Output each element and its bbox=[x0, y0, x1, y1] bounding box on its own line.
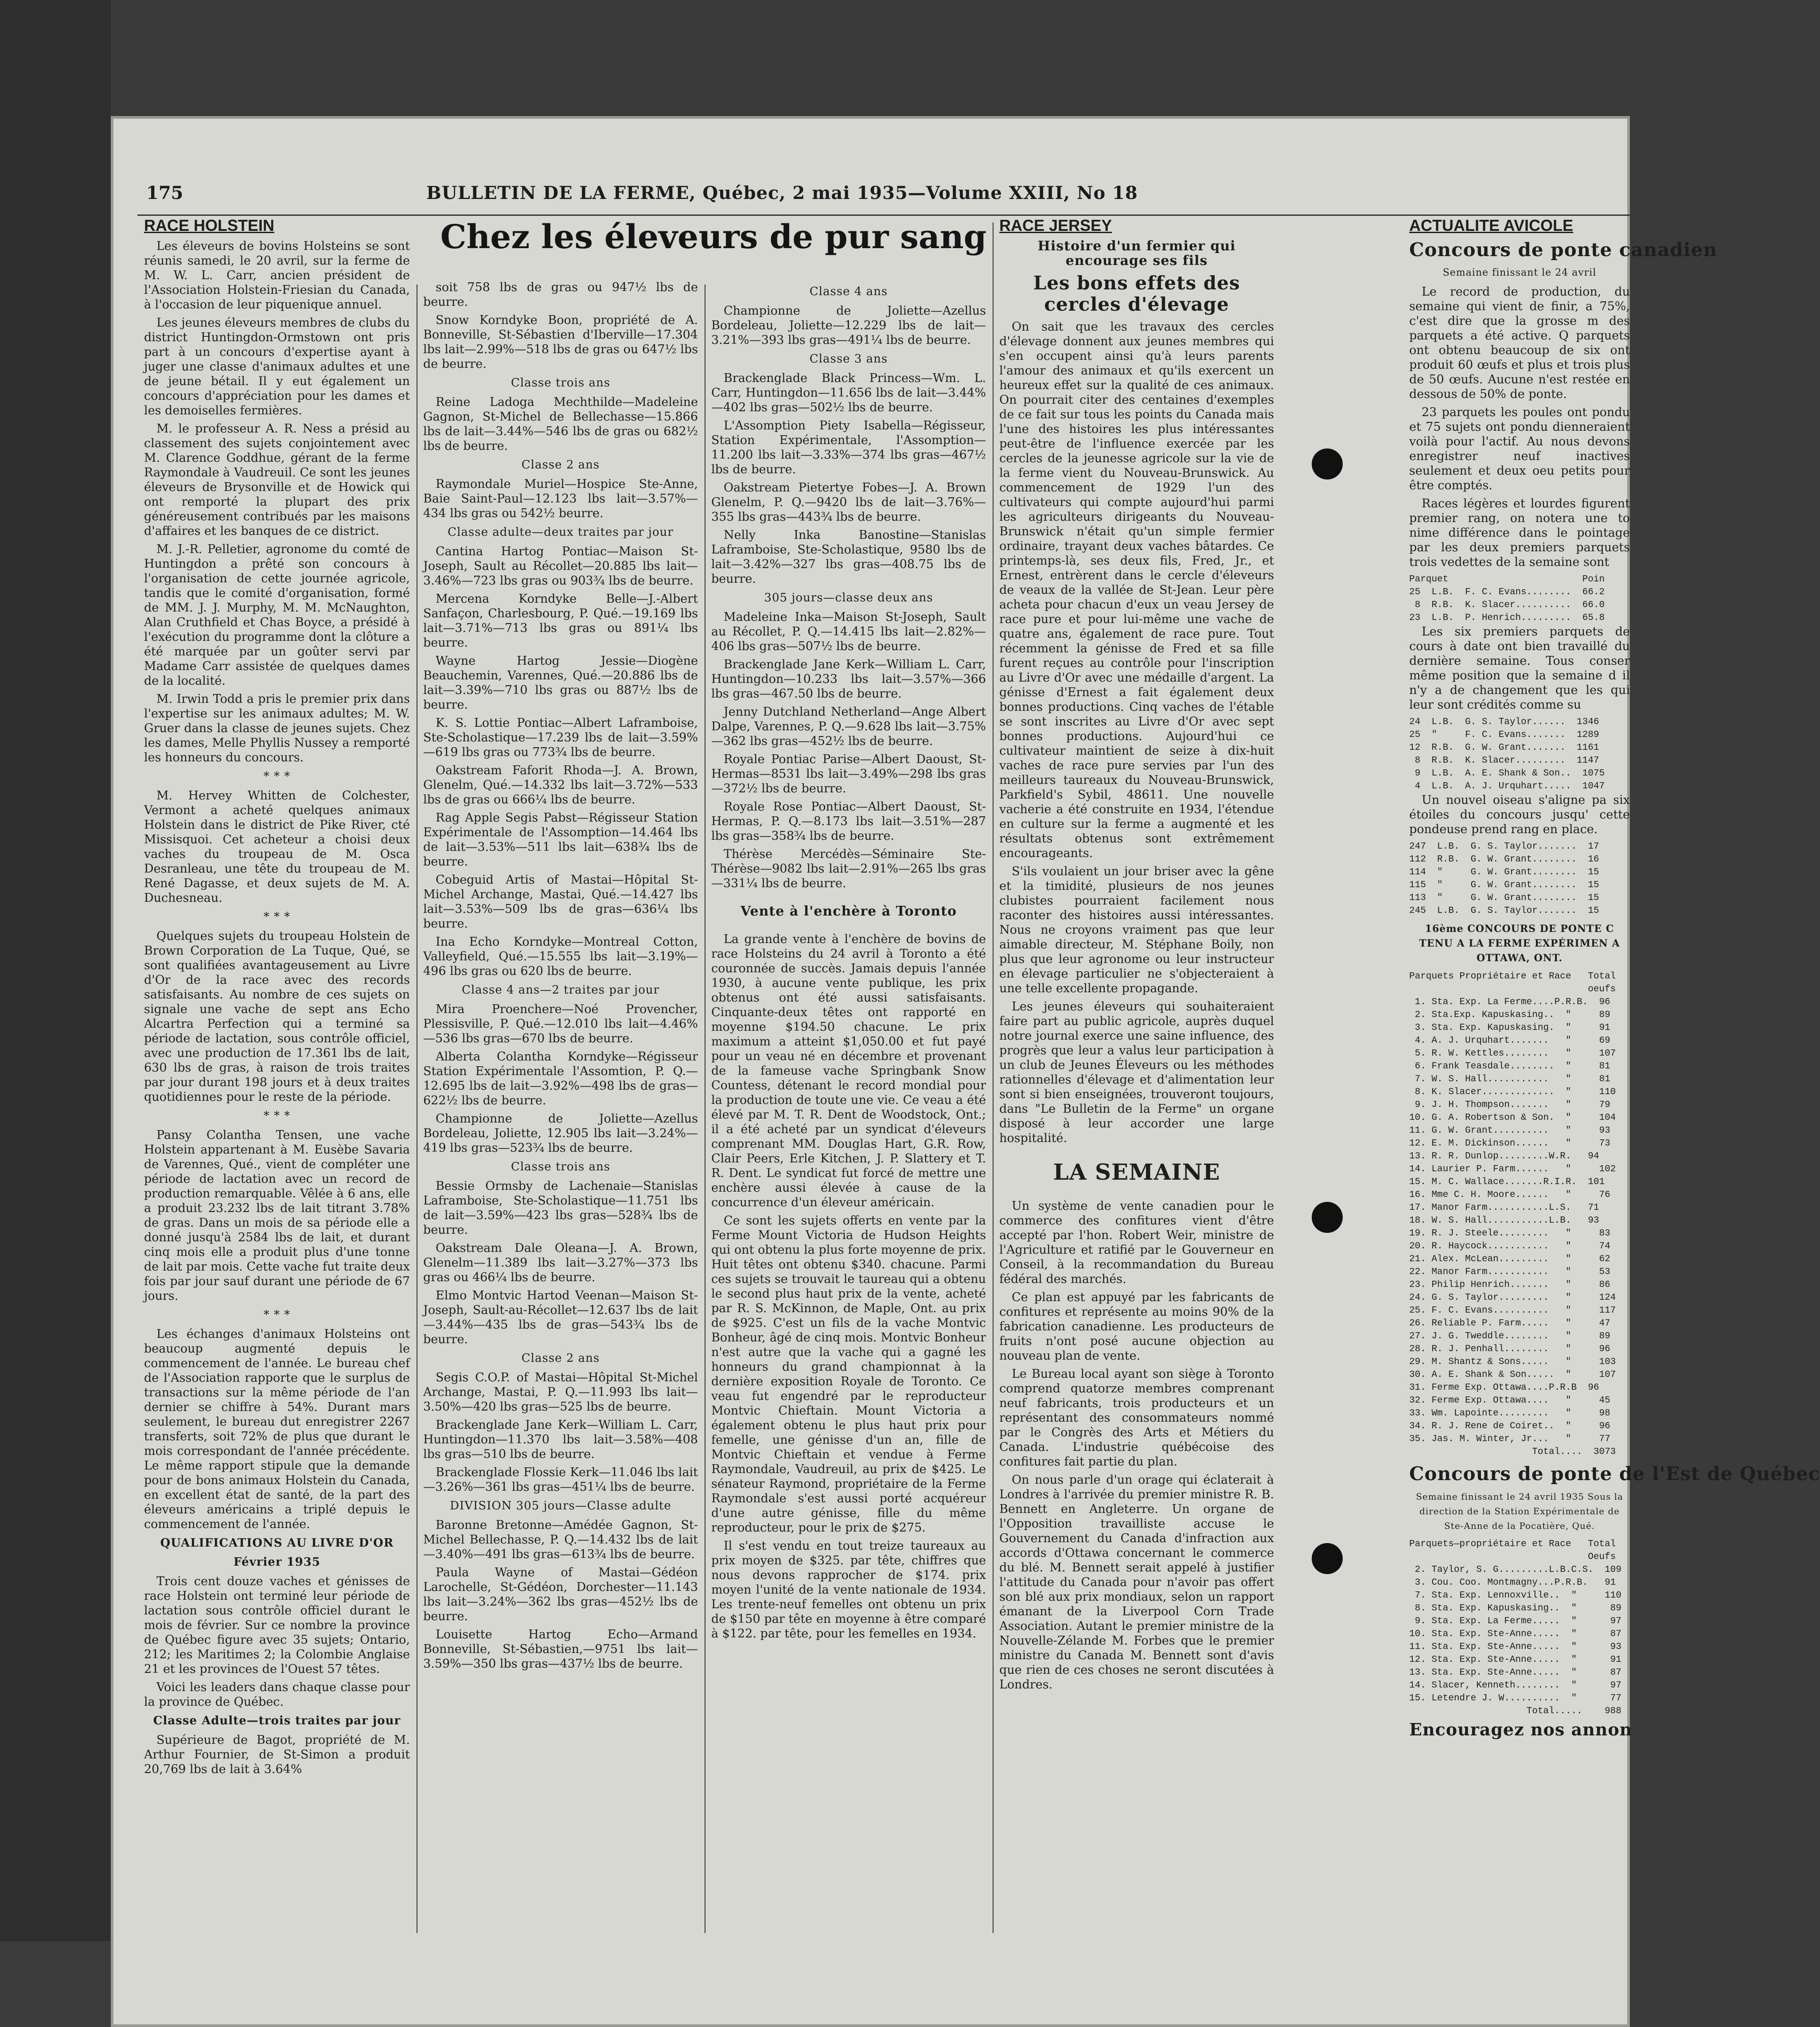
record-entry: Ina Echo Korndyke—Montreal Cotton, Valleyfield, Qué.—15.555 lbs lait—3.19%—496 lbs gras ou 620 lbs de beurre. bbox=[423, 935, 698, 978]
paragraph: Quelques sujets du troupeau Holstein de Brown Corporation de La Tuque, Qué, se sont qualifiées avantageusement au Livre d'Or de la race avec des records satisfaisants. Au nombre de ces sujets on signale une vache de sept ans Echo Alcartra Perfection qui a terminé sa période de lactation, sous contrôle officiel, avec une production de 17.361 lbs de lait, 630 lbs de gras, à raison de trois traites par jour durant 198 jours et à deux traites quotidiennes pour le reste de la période. bbox=[144, 929, 410, 1104]
punch-hole bbox=[1312, 1543, 1343, 1574]
paragraph: On sait que les travaux des cercles d'élevage donnent aux jeunes membres qui s'en occupent ainsi qu'à leurs parents l'amour des animaux et qu'ils exercent un heureux effet sur la qualité de ces animaux. On pourrait citer des centaines d'exemples de ce fait sur tous les points du Canada mais l'une des histoires les plus intéressantes peut-être de l'influence exercée par les cercles de la jeunesse agricole sur la vie de la ferme vient du Nouveau-Brunswick. Au commencement de 1929 l'un des cultivateurs qui compte aujourd'hui parmi les agriculteurs dirigeants du Nouveau-Brunswick n'était qu'un simple fermier ordinaire, trayant deux vaches bâtardes. Ce printemps-là, ses deux fils, Fred, Jr., et Ernest, entrèrent dans le cercle d'éleveurs de veaux de la vallée de St-Jean. Leur père acheta pour chacun d'eux un veau Jersey de race pure et pour lui-même une vache de quatre ans, également de race pure. Tout récemment la génisse de Fred et sa fille furent reçues au contrôle pour l'inscription au Livre d'Or avec une médaille d'argent. La génisse d'Ernest a fait également deux bonnes productions. Cinq vaches de l'étable se sont inscrites au Livre d'Or avec sept bonnes productions. Aujourd'hui ce cultivateur maintient de seize à dix-huit vaches de race pure servies par l'un des meilleurs taureaux du Nouveau-Brunswick, Parkfield's Sybil, 48611. Une nouvelle vacherie a été construite en 1934, l'étendue en culture sur la ferme a augmenté et les résultats obtenus sont extrêmement encourageants. bbox=[999, 320, 1274, 860]
record-entry: Reine Ladoga Mechthilde—Madeleine Gagnon, St-Michel de Bellechasse—15.866 lbs de lait—3.44%—546 lbs de gras ou 682½ lbs de beurre. bbox=[423, 395, 698, 453]
punch-hole bbox=[1312, 448, 1343, 479]
record-entry: Thérèse Mercédès—Séminaire Ste-Thérèse—9082 lbs lait—2.91%—265 lbs gras—331¼ lbs de beurre. bbox=[711, 847, 986, 890]
main-headline: Chez les éleveurs de pur sang bbox=[440, 218, 987, 256]
record-entry: Alberta Colantha Korndyke—Régisseur Station Expérimentale l'Assomtion, P. Q.—12.695 lbs de lait—3.92%—498 lbs de gras—622½ lbs de beurre. bbox=[423, 1050, 698, 1107]
record-entry: soit 758 lbs de gras ou 947½ lbs de beurre. bbox=[423, 281, 698, 309]
record-entry: Bessie Ormsby de Lachenaie—Stanislas Laframboise, Ste-Scholastique—11.751 lbs de lait—3.59%—423 lbs gras—528¾ lbs de beurre. bbox=[423, 1179, 698, 1237]
paragraph: Un système de vente canadien pour le commerce des confitures vient d'être accepté par l'hon. Robert Weir, ministre de l'Agriculture et ratifié par le Gouverneur en Conseil, à la recommandation du Bureau fédéral des marchés. bbox=[999, 1199, 1274, 1286]
article-title: Concours de ponte de l'Est de Québec bbox=[1409, 1463, 1820, 1485]
subheading: Classe Adulte—trois traites par jour bbox=[153, 1714, 401, 1727]
column-records-left bbox=[423, 280, 698, 1942]
paragraph: M. J.-R. Pelletier, agronome du comté de Huntingdon a prêté son concours à l'organisation de cette journée agricole, tandis que le comité d'organisation, formé de MM. J. J. Murphy, M. M. McNaughton, Alan Cruthfield et Chas Boyce, a présidé à l'exécution du programme dont la clôture a été marquée par un goûter servi par Madame Carr assistée de quelques dames de la localité. bbox=[144, 542, 410, 688]
record-entry: Mira Proenchere—Noé Provencher, Plessisville, P. Qué.—12.010 lbs lait—4.46%—536 lbs gras—670 lbs de beurre. bbox=[423, 1002, 698, 1045]
paragraph: Les éleveurs de bovins Holsteins se sont réunis samedi, le 20 avril, sur la ferme de M. W. L. Carr, ancien président de l'Association Holstein-Friesian du Canada, à l'occasion de leur piquenique annuel. bbox=[144, 239, 410, 312]
paragraph: Le record de production, du semaine qui vient de finir, a 75%, c'est dire que la grosse m des parquets a été active. Q parquets ont obtenu beaucoup de six ont produit 60 œufs et plus et trois plus de 50 œufs. Aucune n'est restée en dessous de 50% de ponte. bbox=[1409, 285, 1630, 401]
subheading: 16ème CONCOURS DE PONTE C TENU A LA FERME EXPÉRIMEN A OTTAWA, ONT. bbox=[1419, 923, 1620, 964]
class-heading: Classe 4 ans—2 traites par jour bbox=[461, 983, 660, 997]
record-entry: Oakstream Pietertye Fobes—J. A. Brown Glenelm, P. Q.—9420 lbs de lait—3.76%—355 lbs gras—443¾ lbs de beurre. bbox=[711, 481, 986, 524]
record-entry: Segis C.O.P. of Mastai—Hôpital St-Michel Archange, Mastai, P. Q.—11.993 lbs lait—3.50%—420 lbs gras—525 lbs de beurre. bbox=[423, 1371, 698, 1414]
record-entry: Cantina Hartog Pontiac—Maison St-Joseph, Sault au Récollet—20.885 lbs lait—3.46%—723 lbs gras ou 903¾ lbs de beurre. bbox=[423, 545, 698, 588]
paragraph: Le Bureau local ayant son siège à Toronto comprend quatorze membres comprenant neuf fabricants, trois producteurs et un représentant des consommateurs nommé par le Congrès des Arts et Métiers du Canada. L'industrie québécoise des confitures fait partie du plan. bbox=[999, 1367, 1274, 1469]
page-header-title: BULLETIN DE LA FERME, Québec, 2 mai 1935—Volume XXIII, No 18 bbox=[426, 183, 1138, 203]
class-heading: DIVISION 305 jours—Classe adulte bbox=[450, 1499, 671, 1512]
paragraph: Un nouvel oiseau s'aligne pa six étoiles du concours jusqu' cette pondeuse prend rang en place. bbox=[1409, 793, 1630, 836]
record-entry: Oakstream Dale Oleana—J. A. Brown, Glenelm—11.389 lbs lait—3.27%—373 lbs gras ou 466¼ lbs de beurre. bbox=[423, 1241, 698, 1284]
punch-hole bbox=[1312, 1202, 1343, 1233]
section-title: ACTUALITE AVICOLE bbox=[1409, 216, 1573, 234]
record-entry: Royale Pontiac Parise—Albert Daoust, St-Hermas—8531 lbs lait—3.49%—298 lbs gras—372½ lbs de beurre. bbox=[711, 752, 986, 795]
subheading: QUALIFICATIONS AU LIVRE D'OR bbox=[160, 1536, 394, 1550]
paragraph: Ce plan est appuyé par les fabricants de confitures et représente au moins 90% de la fabrication canadienne. Les producteurs de fruits n'ont posé aucune objection au nouveau plan de vente. bbox=[999, 1290, 1274, 1363]
class-heading: Classe 3 ans bbox=[809, 352, 888, 366]
class-heading: Classe trois ans bbox=[511, 376, 611, 390]
page-number: 175 bbox=[146, 183, 183, 203]
column-race-jersey bbox=[999, 218, 1274, 1942]
subtitle: Semaine finissant le 24 avril bbox=[1442, 267, 1597, 278]
record-entry: Championne de Joliette—Azellus Bordeleau, Joliette, 12.905 lbs lait—3.24%—419 lbs gras—523¾ lbs de beurre. bbox=[423, 1112, 698, 1155]
class-heading: Classe trois ans bbox=[511, 1160, 611, 1173]
newspaper-page bbox=[111, 116, 1820, 2027]
paragraph: M. Irwin Todd a pris le premier prix dans l'expertise sur les animaux adultes; M. W. Gruer dans la classe de jeunes sujets. Chez les dames, Melle Phyllis Nussey a remporté les honneurs du concours. bbox=[144, 692, 410, 764]
paragraph: S'ils voulaient un jour briser avec la gêne et la timidité, plusieurs de nos jeunes clubistes pourraient facilement nous raconter des histoires aussi intéressantes. Nous ne croyons vraiment pas que leur aimable directeur, M. Stéphane Boily, non plus que leur agronome ou leur instructeur en élevage particulier ne s'objecteraient à une telle excellente propagande. bbox=[999, 865, 1274, 995]
separator-stars: * * * bbox=[263, 1109, 291, 1123]
record-entry: Louisette Hartog Echo—Armand Bonneville, St-Sébastien,—9751 lbs lait—3.59%—350 lbs gras—437½ lbs de beurre. bbox=[423, 1628, 698, 1671]
separator-stars: * * * bbox=[263, 1308, 291, 1321]
class-heading: Classe 2 ans bbox=[521, 1352, 600, 1365]
footer-slogan: Encouragez nos annon bbox=[1409, 1719, 1633, 1739]
paragraph: La grande vente à l'enchère de bovins de race Holsteins du 24 avril à Toronto a été couronnée de succès. Jamais depuis l'année 1930, à aucune vente publique, les prix obtenus ont été aussi satisfaisants. Cinquante-deux têtes ont rapporté en moyenne $194.50 chacune. Le prix maximum a atteint $1,050.00 et fut payé pour un veau né en décembre et provenant de la fameuse vache Springbank Snow Countess, détenant le record mondial pour la production de toute une vie. Ce veau a été élevé par M. T. R. Dent de Woodstock, Ont.; il a été acheté par un syndicat d'éleveurs comprenant MM. Douglas Hart, G.R. Row, Clair Peers, Erle Kitchen, J. P. Slattery et T. R. Dent. Le syndicat fut forcé de mettre une enchère aussi élevée à cause de la concurrence d'un éleveur américain. bbox=[711, 932, 986, 1209]
column-rule bbox=[993, 222, 994, 1933]
score-table: Parquet Poin 25 L.B. F. C. Evans........ 66.2 8 R.B. K. Slacer.......... 66.0 23 L.B. P. Henrich......... 65.8 bbox=[1409, 574, 1605, 623]
record-entry: Royale Rose Pontiac—Albert Daoust, St-Hermas, P. Q.—8.173 lbs lait—3.51%—287 lbs gras—358¾ lbs de beurre. bbox=[711, 800, 986, 843]
paragraph: On nous parle d'un orage qui éclaterait à Londres à l'arrivée du premier ministre R. B. Bennett en Angleterre. Un organe de l'Opposition travailliste accuse le Gouvernement du Canada d'infraction aux accords d'Ottawa concernant le commerce du blé. M. Bennett serait appelé à justifier l'attitude du Canada pour n'avoir pas offert son blé aux prix mondiaux, selon un rapport émanant de la Liverpool Corn Trade Association. Autant le premier ministre de la Nouvelle-Zélande M. Forbes que le premier ministre du Canada M. Bennett sont d'avis que rien de ces choses ne seront discutées à Londres. bbox=[999, 1473, 1274, 1692]
separator-stars: * * * bbox=[263, 910, 291, 924]
paragraph: Ce sont les sujets offerts en vente par la Ferme Mount Victoria de Hudson Heights qui ont obtenu la plus forte moyenne de prix. Huit têtes ont obtenu $340. chacune. Parmi ces sujets se trouvait le taureau qui a obtenu le second plus haut prix de la vente, acheté par R. S. McKinnon, de Maple, Ont. au prix de $925. C'est un fils de la vache Montvic Bonheur, âgé de cinq mois. Montvic Bonheur n'est autre que la vache qui a gagné les honneurs du grand championnat à la dernière exposition Royale de Toronto. Ce veau fut engendré par le reproducteur Montvic Chieftain. Mount Victoria a également obtenu le plus haut prix pour femelle, une génisse d'un an, fille de Montvic Chieftain et vendue à Ferme Raymondale, Vaudreuil, au prix de $425. Le sénateur Raymond, propriétaire de la Ferme Raymondale s'est aussi porté acquéreur d'une autre génisse, fille du même reproducteur, pour le prix de $275. bbox=[711, 1214, 986, 1535]
record-entry: Baronne Bretonne—Amédée Gagnon, St-Michel Bellechasse, P. Q.—14.432 lbs de lait—3.40%—491 lbs gras—613¾ lbs de beurre. bbox=[423, 1518, 698, 1561]
record-entry: K. S. Lottie Pontiac—Albert Laframboise, Ste-Scholastique—17.239 lbs de lait—3.59%—619 lbs gras ou 773¾ lbs de beurre. bbox=[423, 716, 698, 759]
column-records-right bbox=[711, 280, 986, 1942]
header-rule bbox=[137, 214, 1630, 216]
column-race-holstein bbox=[144, 218, 410, 1942]
article-title: Vente à l'enchère à Toronto bbox=[740, 904, 957, 919]
score-table: Parquets—propriétaire et Race Total Oeufs 2. Taylor, S. G.........L.B.C.S. 109 3. Cou. Coo. Montmagny...P.R.B. 91 7. Sta. Exp. Lennoxville.. " 110 8. Sta. Exp. Kapuskasing.. " 89 9. Sta. Exp. La Ferme..... " 97 10. Sta. Exp. Ste-Anne..... " 87 11. Sta. Exp. Ste-Anne..... " 93 12. Sta. Exp. Ste-Anne..... " 91 13. Sta. Exp. Ste-Anne..... " 87 14. Slacer, Kenneth........ " 97 15. Letendre J. W.......... " 77 Total..... 988 bbox=[1409, 1539, 1621, 1716]
class-heading: Classe adulte—deux traites par jour bbox=[448, 526, 674, 539]
article-title: Les bons effets des cercles d'élevage bbox=[1033, 272, 1240, 315]
paragraph: Supérieure de Bagot, propriété de M. Arthur Fournier, de St-Simon a produit 20,769 lbs de lait à 3.64% bbox=[144, 1733, 410, 1776]
record-entry: L'Assomption Piety Isabella—Régisseur, Station Expérimentale, l'Assomption—11.200 lbs lait—3.33%—374 lbs gras—467½ lbs de beurre. bbox=[711, 419, 986, 476]
score-table: 247 L.B. G. S. Taylor....... 17 112 R.B. G. W. Grant........ 16 114 " G. W. Grant........ 15 115 " G. W. Grant........ 15 113 " G. W. Grant........ 15 245 L.B. G. S. Taylor....... 15 bbox=[1409, 842, 1599, 916]
paragraph: Trois cent douze vaches et génisses de race Holstein ont terminé leur période de lactation sous contrôle officiel durant le mois de février. Sur ce nombre la province de Québec figure avec 35 sujets; Ontario, 212; les Maritimes 2; la Colombie Anglaise 21 et les provinces de l'Ouest 57 têtes. bbox=[144, 1575, 410, 1676]
class-heading: 305 jours—classe deux ans bbox=[764, 591, 933, 604]
paragraph: Les six premiers parquets de cours à date ont bien travaillé du dernière semaine. Tous conser même position que la semaine d il n'y a de changement que les qui leur sont crédités comme su bbox=[1409, 625, 1630, 712]
paragraph: Voici les leaders dans chaque classe pour la province de Québec. bbox=[144, 1680, 410, 1709]
class-heading: Classe 2 ans bbox=[521, 458, 600, 472]
record-entry: Jenny Dutchland Netherland—Ange Albert Dalpe, Varennes, P. Q.—9.628 lbs lait—3.75%—362 lbs gras—452½ lbs de beurre. bbox=[711, 705, 986, 748]
record-entry: Championne de Joliette—Azellus Bordeleau, Joliette—12.229 lbs de lait—3.21%—393 lbs gras—491¼ lbs de beurre. bbox=[711, 304, 986, 347]
paragraph: M. le professeur A. R. Ness a présid au classement des sujets conjointement avec M. Clarence Goddhue, gérant de la ferme Raymondale à Vaudreuil. Ce sont les jeunes éleveurs de Brysonville et de Howick qui ont remporté la plupart des prix généreusement contribués par les maisons d'affaires et les banques de ce district. bbox=[144, 422, 410, 538]
score-table: 24 L.B. G. S. Taylor...... 1346 25 " F. C. Evans....... 1289 12 R.B. G. W. Grant....... 1161 8 R.B. K. Slacer......... 1147 9 L.B. A. E. Shank & Son.. 1075 4 L.B. A. J. Urquhart..... 1047 bbox=[1409, 717, 1605, 791]
article-title: Concours de ponte canadien bbox=[1409, 239, 1717, 261]
subheading: Février 1935 bbox=[234, 1555, 320, 1569]
paragraph: 23 parquets les poules ont pondu et 75 sujets ont pondu dienneraient voilà pour l'actif. Au nous devons enregistrer neuf inactives seulement et deux oeu petits pour être comptés. bbox=[1409, 405, 1630, 492]
record-entry: Paula Wayne of Mastai—Gédéon Larochelle, St-Gédéon, Dorchester—11.143 lbs lait—3.24%—362 lbs gras—452½ lbs de beurre. bbox=[423, 1566, 698, 1623]
la-semaine-title: LA SEMAINE bbox=[1053, 1159, 1220, 1185]
record-entry: Nelly Inka Banostine—Stanislas Laframboise, Ste-Scholastique, 9580 lbs de lait—3.42%—327 lbs gras—408.75 lbs de beurre. bbox=[711, 528, 986, 586]
separator-stars: * * * bbox=[263, 770, 291, 783]
paragraph: Les jeunes éleveurs qui souhaiteraient faire part au public agricole, auprès duquel notre journal exerce une saine influence, des progrès que leur a valus leur participation à un club de Jeunes Éleveurs ou les méthodes rationnelles d'élevage et d'alimentation leur sont si bien enseignées, trouveront toujours, dans "Le Bulletin de la Ferme" un organe disposé à leur accorder une large hospitalité. bbox=[999, 1000, 1274, 1145]
paragraph: Il s'est vendu en tout treize taureaux au prix moyen de $325. par tête, chiffres que nous devons rapprocher de $174. prix moyen l'unité de la vente nationale de 1934. Les trente-neuf femelles ont obtenu un prix de $150 par tête en moyenne à être comparé à $122. par tête, pour les femelles en 1934. bbox=[711, 1539, 986, 1641]
record-entry: Oakstream Faforit Rhoda—J. A. Brown, Glenelm, Qué.—14.332 lbs lait—3.72%—533 lbs de gras ou 666¼ lbs de beurre. bbox=[423, 764, 698, 807]
record-entry: Brackenglade Black Princess—Wm. L. Carr, Huntingdon—11.656 lbs de lait—3.44%—402 lbs gras—502½ lbs de beurre. bbox=[711, 371, 986, 414]
record-entry: Mercena Korndyke Belle—J.-Albert Sanfaçon, Charlesbourg, P. Qué.—19.169 lbs lait—3.71%—713 lbs gras ou 891¼ lbs beurre. bbox=[423, 592, 698, 650]
record-entry: Raymondale Muriel—Hospice Ste-Anne, Baie Saint-Paul—12.123 lbs lait—3.57%—434 lbs gras ou 542½ beurre. bbox=[423, 477, 698, 520]
class-heading: Classe 4 ans bbox=[809, 285, 888, 298]
score-table: Parquets Propriétaire et Race Total oeufs 1. Sta. Exp. La Ferme....P.R.B. 96 2. Sta.Exp. Kapuskasing.. " 89 3. Sta. Exp. Kapuskasing. " 91 4. A. J. Urquhart....... " 69 5. R. W. Kettles........ " 107 6. Frank Teasdale........ " 81 7. W. S. Hall........... " 81 8. K. Slacer............. " 110 9. J. H. Thompson....... " 79 10. G. A. Robertson & Son. " 104 11. G. W. Grant.......... " 93 12. E. M. Dickinson...... " 73 13. R. R. Dunlop.........W.R. 94 14. Laurier P. Farm...... " 102 15. M. C. Wallace.......R.I.R. 101 16. Mme C. H. Moore...... " 76 17. Manor Farm...........L.S. 71 18. W. S. Hall...........L.B. 93 19. R. J. Steele......... " 83 20. R. Haycock........... " 74 21. Alex. McLean......... " 62 22. Manor Farm........... " 53 23. Philip Henrich....... " 86 24. G. S. Taylor......... " 124 25. F. C. Evans.......... " 117 26. Reliable P. Farm..... " 47 27. J. G. Tweddle........ " 89 28. R. J. Penhall........ " 96 29. M. Shantz & Sons..... " 103 30. A. E. Shank & Son..... " 107 31. Ferme Exp. Ottawa....P.R.B 96 32. Ferme Exp. Ottawa.... " 45 33. Wm. Lapointe......... " 98 34. R. J. Rene de Coiret.. " 96 35. Jas. M. Winter, Jr... " 77 Total.... 3073 bbox=[1409, 971, 1616, 1457]
paragraph: Pansy Colantha Tensen, une vache Holstein appartenant à M. Eusèbe Savaria de Varennes, Qué., vient de compléter une période de lactation avec un record de production remarquable. Vêlée à 6 ans, elle a produit 23.232 lbs de lait titrant 3.78% de gras. Dans un mois de sa période elle a donné jusqu'à 2584 lbs de lait, et durant cinq mois elle a produit plus d'une tonne de lait par mois. Cette vache fut traite deux fois par jour sauf durant une période de 67 jours. bbox=[144, 1128, 410, 1303]
subtitle: Semaine finissant le 24 avril 1935 Sous la direction de la Station Expérimentale de Ste-Anne de la Pocatière, Qué. bbox=[1416, 1491, 1623, 1531]
record-entry: Brackenglade Jane Kerk—William L. Carr, Huntingdon—10.233 lbs lait—3.57%—366 lbs gras—467.50 lbs de beurre. bbox=[711, 658, 986, 701]
record-entry: Elmo Montvic Hartod Veenan—Maison St-Joseph, Sault-au-Récollet—12.637 lbs de lait—3.44%—435 lbs de gras—543¾ lbs de beurre. bbox=[423, 1289, 698, 1346]
record-entry: Brackenglade Flossie Kerk—11.046 lbs lait—3.26%—361 lbs gras—451¼ lbs de beurre. bbox=[423, 1466, 698, 1494]
section-title: RACE JERSEY bbox=[999, 216, 1112, 234]
paragraph: Les échanges d'animaux Holsteins ont beaucoup augmenté depuis le commencement de l'année. Le bureau chef de l'Association rapporte que le surplus de transactions sur la même période de l'an dernier se chiffre à 54%. Durant mars seulement, le bureau dut enregistrer 2267 transferts, soit 72% de plus que durant le mois correspondant de l'année précédente. Le même rapport stipule que la demande pour de bons animaux Holstein du Canada, en excellent état de santé, de la part des éleveurs américains a triplé depuis le commencement de l'année. bbox=[144, 1327, 410, 1531]
record-entry: Cobeguid Artis of Mastai—Hôpital St-Michel Archange, Mastai, Qué.—14.427 lbs lait—3.53%—509 lbs de gras—636¼ lbs beurre. bbox=[423, 873, 698, 931]
paragraph: Races légères et lourdes figurent premier rang, on notera une to nime différence dans le pointage par les deux premiers parquets trois vedettes de la semaine sont bbox=[1409, 497, 1630, 569]
record-entry: Snow Korndyke Boon, propriété de A. Bonneville, St-Sébastien d'Iberville—17.304 lbs lait—2.99%—518 lbs de gras ou 647½ lbs de beurre. bbox=[423, 313, 698, 371]
record-entry: Brackenglade Jane Kerk—William L. Carr, Huntingdon—11.370 lbs lait—3.58%—408 lbs gras—510 lbs de beurre. bbox=[423, 1418, 698, 1461]
scan-dark-border bbox=[0, 0, 111, 2027]
paragraph: M. Hervey Whitten de Colchester, Vermont a acheté quelques animaux Holstein dans le district de Pike River, cté Missisquoi. Cet acheteur a choisi deux vaches du troupeau de M. Osca Desranleau, une tête du troupeau de M. René Dagasse, et deux sujets de M. A. Duchesneau. bbox=[144, 789, 410, 905]
record-entry: Rag Apple Segis Pabst—Régisseur Station Expérimentale de l'Assomption—14.464 lbs de lait—3.53%—511 lbs lait—638¾ lbs de beurre. bbox=[423, 811, 698, 869]
section-title: RACE HOLSTEIN bbox=[144, 216, 275, 234]
paragraph: Les jeunes éleveurs membres de clubs du district Huntingdon-Ormstown ont pris part à un concours d'expertise ayant à juger une classe d'animaux adultes et une de jeune bétail. Il y eut également un concours d'appréciation pour les dames et les demoiselles fermières. bbox=[144, 316, 410, 417]
subtitle: Histoire d'un fermier qui encourage ses fils bbox=[1037, 238, 1236, 269]
record-entry: Wayne Hartog Jessie—Diogène Beauchemin, Varennes, Qué.—20.886 lbs de lait—3.39%—710 lbs gras ou 887½ lbs de beurre. bbox=[423, 654, 698, 712]
column-actualite-avicole bbox=[1409, 216, 1820, 1942]
record-entry: Madeleine Inka—Maison St-Joseph, Sault au Récollet, P. Q.—14.415 lbs lait—2.82%—406 lbs gras—507½ lbs de beurre. bbox=[711, 610, 986, 653]
